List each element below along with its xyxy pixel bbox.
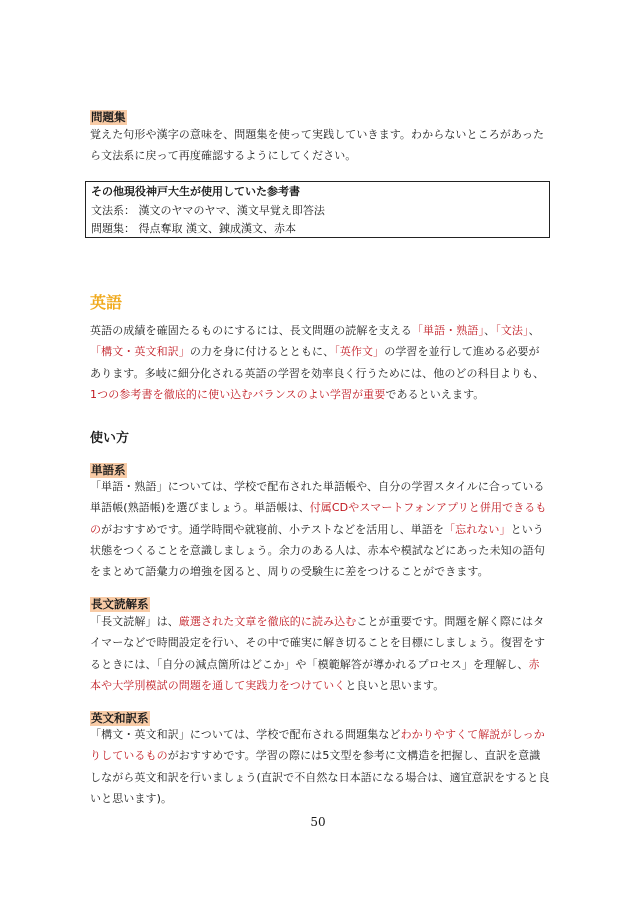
choubun-heading: 長文読解系 bbox=[91, 597, 149, 611]
page-number: 50 bbox=[310, 815, 326, 829]
reference-box-grammar-line: 文法系： 漢文のヤマのヤマ、漢文早覚え即答法 bbox=[91, 203, 325, 217]
tango-heading: 単語系 bbox=[91, 463, 126, 477]
reference-box-workbook-line: 問題集： 得点奪取 漢文、錬成漢文、赤本 bbox=[91, 222, 296, 235]
usage-heading: 使い方 bbox=[90, 431, 130, 446]
mondaishu-paragraph: 覚えた句形や漢字の意味を、問題集を使って実践していきます。わからないところがあったら文法系に戻って再度確認するようにしてください。 bbox=[90, 128, 545, 163]
reference-book-box bbox=[85, 181, 550, 238]
tango-paragraph: 「単語・熟語」については、学校で配布された単語帳や、自分の学習スタイルに合っている単語帳(熟語帳)を選びましょう。単語帳は、付属CDやスマートフォンアプリと併用できるものがおすすめです。通学時間や就寝前、小テストなどを活用し、単語を「忘れない」という状態をつくることを意識しましょう。余力のある人は、赤本や模試などにあった未知の語句をまとめて語彙力の増強を図ると、周りの受験生に差をつけることができます。 bbox=[90, 480, 547, 579]
mondaishu-heading: 問題集 bbox=[91, 110, 126, 124]
eibun-paragraph: 「構文・英文和訳」については、学校で配布される問題集などわかりやすくて解説がしっかりしているものがおすすめです。学習の際には5文型を参考に文構造を把握し、直訳を意識しながら英文和訳を行いましょう(直訳で不自然な日本語になる場合は、適宜意訳をすると良いと思います)。 bbox=[90, 728, 550, 805]
eibun-heading: 英文和訳系 bbox=[91, 711, 149, 725]
reference-box-title: その他現役神戸大生が使用していた参考書 bbox=[91, 185, 300, 198]
english-section-heading: 英語 bbox=[90, 293, 123, 312]
choubun-paragraph: 「長文読解」は、厳選された文章を徹底的に読み込むことが重要です。問題を解く際にはタイマーなどで時間設定を行い、その中で確実に解き切ることを目標にしましょう。復習をするときには、「自分の減点箇所はどこか」や「模範解答が導かれるプロセス」を理解し、赤本や大学別模試の問題を通して実践力をつけていくと良いと思います。 bbox=[90, 615, 546, 692]
english-intro-paragraph: 英語の成績を確固たるものにするには、長文問題の読解を支える「単語・熟語」、「文法」、「構文・英文和訳」の力を身に付けるとともに、「英作文」の学習を並行して進める必要があります。多岐に細分化される英語の学習を効率良く行うためには、他のどの科目よりも、1つの参考書を徹底的に使い込むバランスのよい学習が重要であるといえます。 bbox=[90, 324, 545, 401]
